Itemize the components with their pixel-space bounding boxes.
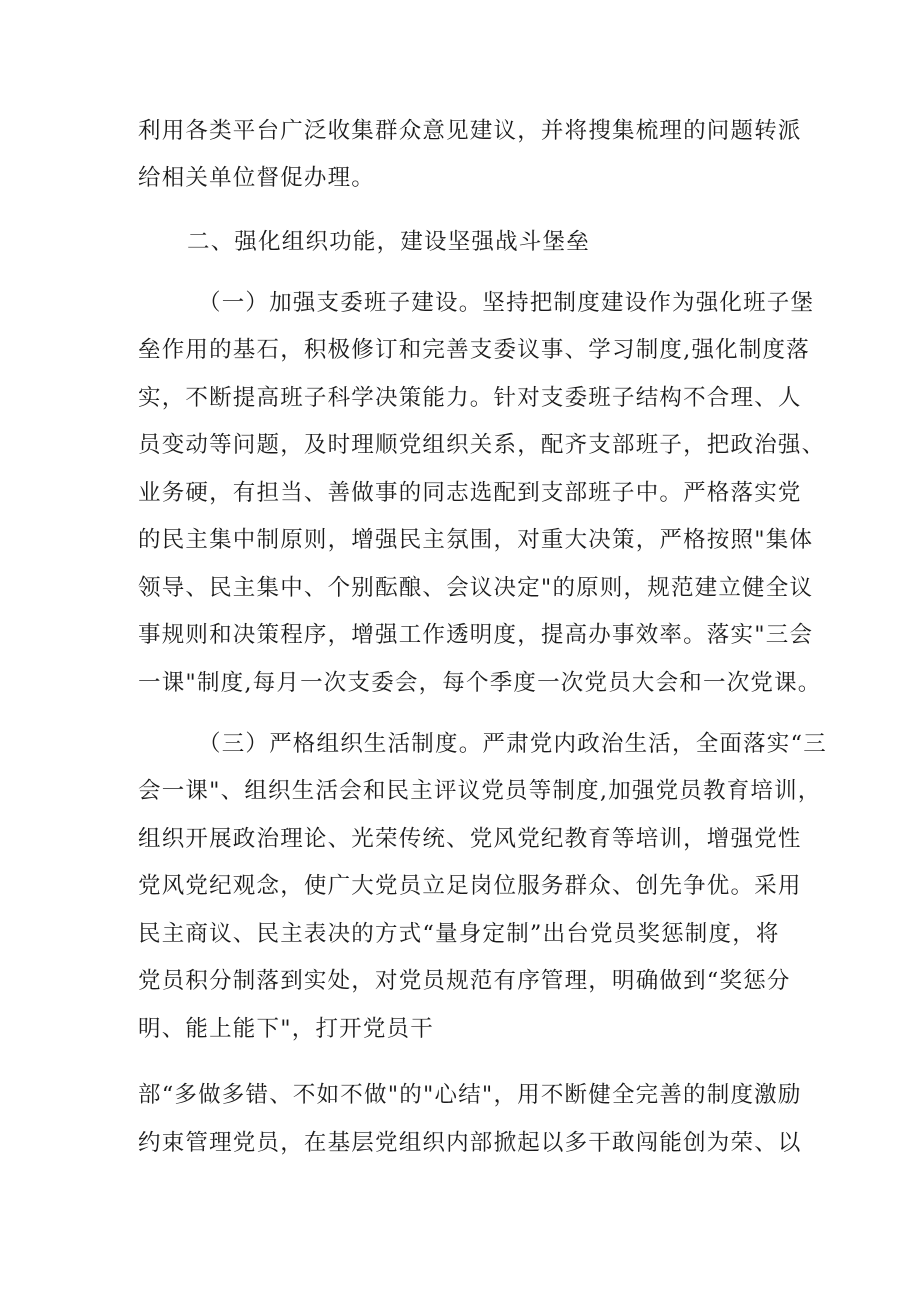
body-text-line: 约束管理党员，在基层党组织内部掀起以多干敢闯能创为荣、以 <box>138 1130 802 1156</box>
body-text-line: 党风党纪观念，使广大党员立足岗位服务群众、创先争优。采用 <box>138 873 802 899</box>
body-text-line: 民主商议、民主表决的方式“量身定制”出台党员奖惩制度，将 <box>138 921 780 947</box>
body-text-line: 组织开展政治理论、光荣传统、党风党纪教育等培训，增强党性 <box>138 826 802 852</box>
body-text-line: 领导、民主集中、个别酝酿、会议决定"的原则，规范建立健全议 <box>138 575 814 601</box>
subsection-heading-line: （一）加强支委班子建设。坚持把制度建设作为强化班子堡 <box>198 290 815 316</box>
body-text-line: 给相关单位督促办理。 <box>138 165 376 191</box>
body-text-line: 部“多做多错、不如不做"的"心结"，用不断健全完善的制度激励 <box>138 1082 802 1108</box>
body-text-line: 一课"制度,每月一次支委会，每个季度一次党员大会和一次党课。 <box>138 670 822 696</box>
body-text-line: 业务硬，有担当、善做事的同志选配到支部班子中。严格落实党 <box>138 480 802 506</box>
body-text-line: 员变动等问题，及时理顺党组织关系，配齐支部班子，把政治强、 <box>138 432 826 458</box>
body-text-line: 会一课"、组织生活会和民主评议党员等制度,加强党员教育培训， <box>138 778 822 804</box>
body-text-line: 事规则和决策程序，增强工作透明度，提高办事效率。落实"三会 <box>138 622 814 648</box>
body-text-line: 明、能上能下"，打开党员干 <box>138 1016 434 1042</box>
body-text-line: 利用各类平台广泛收集群众意见建议，并将搜集梳理的问题转派 <box>138 118 802 144</box>
section-heading: 二、强化组织功能，建设坚强战斗堡垒 <box>187 229 590 255</box>
body-text-line: 垒作用的基石，积极修订和完善支委议事、学习制度,强化制度落 <box>138 337 810 363</box>
subsection-heading-line: （三）严格组织生活制度。严肃党内政治生活，全面落实“三 <box>198 731 827 757</box>
body-text-line: 党员积分制落到实处，对党员规范有序管理，明确做到“奖惩分 <box>138 968 791 994</box>
body-text-line: 的民主集中制原则，增强民主氛围，对重大决策，严格按照"集体 <box>138 527 814 553</box>
body-text-line: 实，不断提高班子科学决策能力。针对支委班子结构不合理、人 <box>138 385 802 411</box>
